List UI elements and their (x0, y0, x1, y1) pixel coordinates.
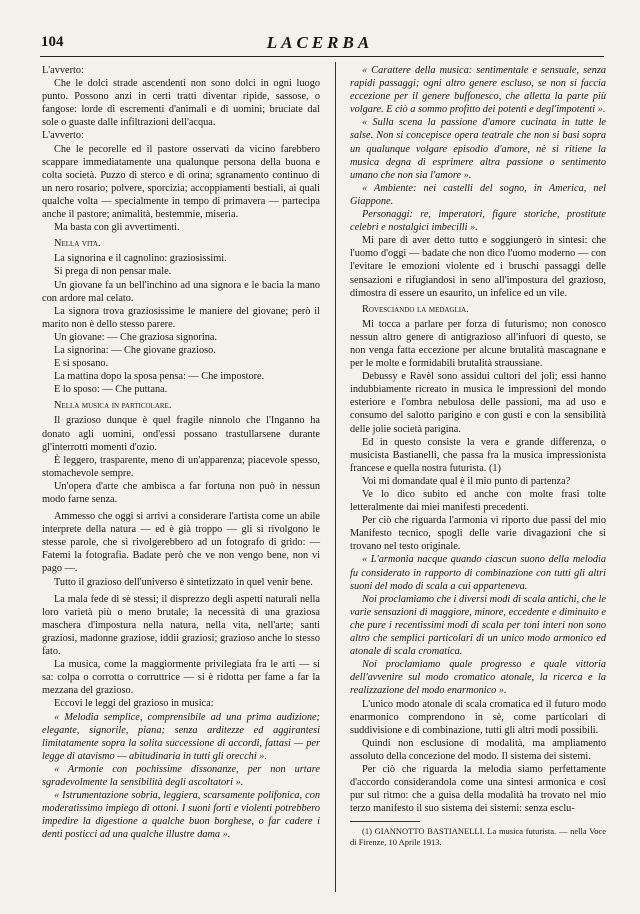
paragraph: Un'opera d'arte che ambisca a far fortuna non può in nessun modo farne senza. (42, 480, 320, 505)
paragraph: L'avverto: (42, 65, 84, 76)
section-heading: Rovesciando la medaglia. (362, 303, 469, 315)
paragraph: La mattina dopo la sposa pensa: — Che impostore. (54, 371, 265, 383)
paragraph: Che le pecorelle ed il pastore osservati da vicino farebbero scappare immediatamente una qualunque persona della buona e colta società. Puzzo di sterco e di orina; sgranamento continuo di un nero rosario; polvere, sporcizia; accoppiamenti bestiali, ai quali qualche volta — specialmente in tempo di primavera — partecipa anche il pastore; animalità, bestemmie, miseria. (42, 143, 320, 221)
left-column (42, 64, 320, 841)
quote-paragraph: Noi proclamiamo quale progresso e quale vittoria dell'avvenire sul modo cromatico atonale, la ricerca e la realizzazione del modo enarmonico ». (350, 659, 606, 697)
paragraph: La musica, come la maggiormente privilegiata fra le arti — si sa: colpa o corrotta o corruttrice — si è ridotta per fame a far la mezzana del grazioso. (42, 659, 320, 697)
paragraph: L'unico modo atonale di scala cromatica ed il futuro modo enarmonico comprendono in sè, come particolari di suddivisione e di combinazione, tutti gli altri modi possibili. (350, 698, 606, 736)
paragraph: Per ciò che riguarda l'armonia vi riporto due passi del mio Manifesto tecnico, spogli delle varie divagazioni che si trovano nel testo originale. (350, 515, 606, 553)
quote-paragraph: « Melodia semplice, comprensibile ad una prima audizione; elegante, signorile, piana; senza arditezze ed aggirantesi limitatamente sopra la solita successione di accordi, fattasi — per legge di atavismo — abitudinaria in tutti gli orecchi ». (42, 711, 320, 762)
column-divider (335, 62, 336, 892)
paragraph: Quindi non esclusione di modalità, ma ampliamento assoluto della concezione del modo. Il sistema dei sistemi. (350, 737, 606, 762)
paragraph: Voi mi domandate qual è il mio punto di partenza? (362, 475, 571, 487)
section-heading: Nella musica in particolare. (54, 400, 172, 412)
paragraph: Ammesso che oggi si arrivi a considerare l'artista come un abile interprete della natura — ed è già troppo — gli si rivolgono le stesse parole, che si rivolgerebbero ad un fotografo di grido: — Fatemi la fotografia. Badate però che ve non vengo bene, non vi pago —. (42, 511, 320, 575)
paragraph: Si prega di non pensar male. (54, 266, 172, 278)
paragraph: La mala fede di sè stessi; il disprezzo degli aspetti naturali nella loro varietà più o meno brutale; la necessità di una graziosa maschera d'impostura nella natura, nella vita, nell'arte; santi graziosi, madonne graziose, iddii graziosi; grazioso anche lo stesso fato. (42, 593, 320, 658)
paragraph: Debussy e Ravèl sono assidui cultori del jolì; essi hanno indubbiamente ricreato in musica le impressioni del mondo esteriore e l'ombra nebulosa delle passioni, ma ad uso e consumo del salotto parigino e con gusti e con la sensibilità delle jolie società parigina. (350, 371, 606, 435)
quote-paragraph: Noi proclamiamo che i diversi modi di scala antichi, che le varie sensazioni di maggiore, minore, eccedente e diminuito e che pure i recentissimi modi di scala per toni interi non sono altro che semplici particolari di un unico modo armonico ed atonale di scala cromatica. (350, 593, 606, 658)
quote-paragraph: « Armonie con pochissime dissonanze, per non urtare sgradevolmente la sensibilità degli ascoltatori ». (42, 763, 320, 788)
paragraph: È leggero, trasparente, meno di un'apparenza; piacevole spesso, stomachevole sempre. (42, 454, 320, 479)
paragraph: La signorina e il cagnolino: graziosissimi. (54, 253, 227, 265)
paragraph: La signorina: — Che giovane grazioso. (54, 344, 216, 356)
paragraph: Un giovane fa un bell'inchino ad una signora e le bacia la mano con ardore mal celato. (42, 279, 320, 304)
paragraph: Eccovi le leggi del grazioso in musica: (54, 698, 214, 710)
paragraph: Tutto il grazioso dell'universo è sintetizzato in quel venir bene. (54, 576, 313, 588)
paragraph: L'avverto: (42, 130, 84, 142)
right-column (350, 64, 606, 848)
quote-paragraph: « L'armonia nacque quando ciascun suono della melodia fu considerato in rapporto di combinazione con tutti gli altri suoni del modo di scala a cui apparteneva. (350, 554, 606, 592)
quote-paragraph: Personaggi: re, imperatori, figure storiche, prostitute celebri e nostalgici imbecilli ». (350, 209, 606, 234)
quote-paragraph: « Ambiente: nei castelli del sogno, in America, nel Giappone. (350, 182, 606, 207)
paragraph: Il grazioso dunque è quel fragile ninnolo che l'Inganno ha donato agli uomini, ond'essi possano trastullarsene durante gl'interrotti momenti d'ozio. (42, 415, 320, 453)
paragraph: Mi pare di aver detto tutto e soggiungerò in sintesi: che l'uomo d'oggi — badate che non dico l'uomo moderno — con l'evitare le emozioni violente ed i bruschi passaggi delle sensazioni e rifugiandosi in seno all'impostura del grazioso, dimostra di essere un esaurito, un infelice ed un vile. (350, 235, 606, 299)
footnote-rule (350, 821, 420, 822)
quote-paragraph: « Istrumentazione sobria, leggiera, scarsamente polifonica, con moderatissimo impiego di ottoni. I suoni forti e violenti potrebbero impedire la digestione a qualche buon borghese, o far cadere i denti posticci ad una qualche illustre dama ». (42, 790, 320, 841)
paragraph: Ed in questo consiste la vera e grande differenza, o musicista Bastianelli, che passa fra la musica impressionista francese e quella nostra futurista. (1) (350, 436, 606, 474)
paragraph: Un giovane: — Che graziosa signorina. (54, 331, 217, 343)
paragraph: Per ciò che riguarda la melodia siamo perfettamente d'accordo considerandola come una sintesi armonica e così pur sul ritmo: che a guisa della modalità ha trovato nel mio terzo manifesto il suo sistema dei sistemi: senza esclu- (350, 763, 606, 815)
paragraph: Ma basta con gli avvertimenti. (54, 222, 180, 234)
masthead-title: LACERBA (266, 33, 374, 52)
paragraph: Che le dolci strade ascendenti non sono dolci in ogni luogo punto. Possono anzi in certi tratti diventar ripide, sassose, o fangose: lorde di escrementi d'animali e di uomini; bruciate dal sole o guaste dalle infiltrazioni dell'acqua. (42, 78, 320, 129)
paragraph: Mi tocca a parlare per forza di futurismo; non conosco nessun altro genere di antigrazioso all'infuori di questo, se non venga fatta eccezione per alcune brutalità mascagnane e per le molte e formidabili brutalità straussiane. (350, 318, 606, 370)
quote-paragraph: « Sulla scena la passione d'amore cucinata in tutte le salse. Non si concepisce opera teatrale che non si basi sopra un qualunque volgare episodio d'amore, nè si ritiene la musica degna di esprimere altra passione o sentimento umano che non sia l'amore ». (350, 117, 606, 181)
header-rule (40, 56, 604, 57)
quote-paragraph: « Carattere della musica: sentimentale e sensuale, senza rapidi passaggi; ogni altro genere escluso, se non si faccia eccezione per il genere buffonesco, che alletta la parte più volgare. E ciò a sommo profitto dei potenti e degl'impotenti ». (350, 65, 606, 116)
page-number: 104 (41, 34, 64, 50)
section-heading: Nella vita. (54, 238, 101, 250)
paragraph: Ve lo dico subito ed anche con molte frasi tolte letteralmente dai miei manifesti precedenti. (350, 489, 606, 514)
footnote: (1) GIANNOTTO BASTIANELLI. La musica futurista. — nella Voce di Firenze, 10 Aprile 1913. (350, 826, 606, 848)
paragraph: La signora trova graziosissime le maniere del giovane; però il marito non è dello stesso parere. (42, 305, 320, 330)
paragraph: E lo sposo: — Che puttana. (54, 384, 168, 396)
paragraph: E si sposano. (54, 358, 109, 370)
